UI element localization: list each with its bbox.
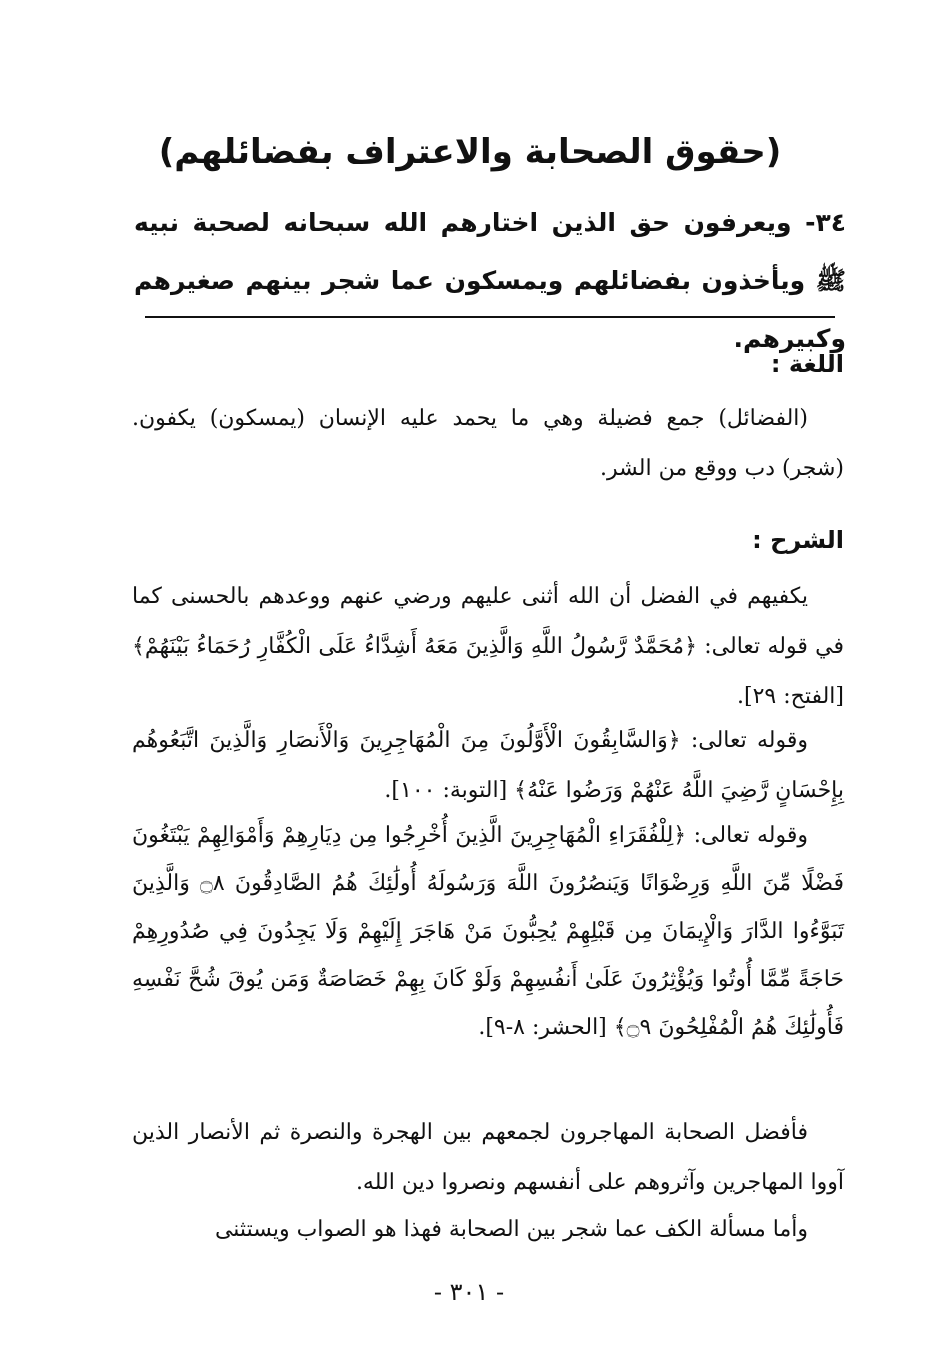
sharh-paragraph-2-text: وقوله تعالى: ﴿وَالسَّابِقُونَ الْأَوَّلُونَ مِنَ الْمُهَاجِرِينَ وَالْأَنصَارِ وَالَّذِينَ اتَّبَعُوهُم بِإِحْسَانٍ رَّضِيَ اللَّهُ عَنْهُمْ وَرَضُوا عَنْهُ﴾ [التوبة: ١٠٠]. (132, 728, 844, 803)
lugha-paragraph (132, 394, 844, 494)
sharh-paragraph-5-text: وأما مسألة الكف عما شجر بين الصحابة فهذا هو الصواب ويستثنى (214, 1217, 808, 1242)
chapter-title: (حقوق الصحابة والاعتراف بفضائلهم) (158, 132, 782, 172)
matn-text: ٣٤- ويعرفون حق الذين اختارهم الله سبحانه لصحبة نبيه ﷺ ويأخذون بفضائلهم ويمسكون عما شجر بينهم صغيرهم وكبيرهم. (134, 208, 846, 353)
sharh-paragraph-3 (132, 812, 844, 1052)
sharh-paragraph-5 (132, 1205, 844, 1255)
lugha-text: (الفضائل) جمع فضيلة وهي ما يحمد عليه الإنسان (يمسكون) يكفون. (شجر) دب ووقع من الشر. (132, 406, 844, 481)
sharh-heading: الشرح : (752, 526, 844, 554)
sharh-paragraph-4-text: فأفضل الصحابة المهاجرون لجمعهم بين الهجرة والنصرة ثم الأنصار الذين آووا المهاجرين وآثروهم على أنفسهم ونصروا دين الله. (132, 1120, 844, 1195)
sharh-paragraph-1 (132, 572, 844, 722)
sharh-paragraph-1-text: يكفيهم في الفضل أن الله أثنى عليهم ورضي عنهم ووعدهم بالحسنى كما في قوله تعالى: ﴿مُحَمَّدٌ رَّسُولُ اللَّهِ وَالَّذِينَ مَعَهُ أَشِدَّاءُ عَلَى الْكُفَّارِ رُحَمَاءُ بَيْنَهُمْ﴾ [الفتح: ٢٩]. (132, 584, 844, 709)
sharh-paragraph-3-text: وقوله تعالى: ﴿لِلْفُقَرَاءِ الْمُهَاجِرِينَ الَّذِينَ أُخْرِجُوا مِن دِيَارِهِمْ وَأَمْوَالِهِمْ يَبْتَغُونَ فَضْلًا مِّنَ اللَّهِ وَرِضْوَانًا وَيَنصُرُونَ اللَّهَ وَرَسُولَهُ أُولَٰئِكَ هُمُ الصَّادِقُونَ ۝٨ وَالَّذِينَ تَبَوَّءُوا الدَّارَ وَالْإِيمَانَ مِن قَبْلِهِمْ يُحِبُّونَ مَنْ هَاجَرَ إِلَيْهِمْ وَلَا يَجِدُونَ فِي صُدُورِهِمْ حَاجَةً مِّمَّا أُوتُوا وَيُؤْثِرُونَ عَلَىٰ أَنفُسِهِمْ وَلَوْ كَانَ بِهِمْ خَصَاصَةٌ وَمَن يُوقَ شُحَّ نَفْسِهِ فَأُولَٰئِكَ هُمُ الْمُفْلِحُونَ ۝٩﴾ [الحشر: ٨-٩]. (132, 823, 844, 1040)
page-number: - ٣٠١ - (433, 1278, 505, 1306)
sharh-paragraph-4 (132, 1108, 844, 1208)
sharh-paragraph-2 (132, 716, 844, 816)
lugha-heading: اللغة : (770, 350, 844, 378)
section-divider (145, 316, 835, 318)
